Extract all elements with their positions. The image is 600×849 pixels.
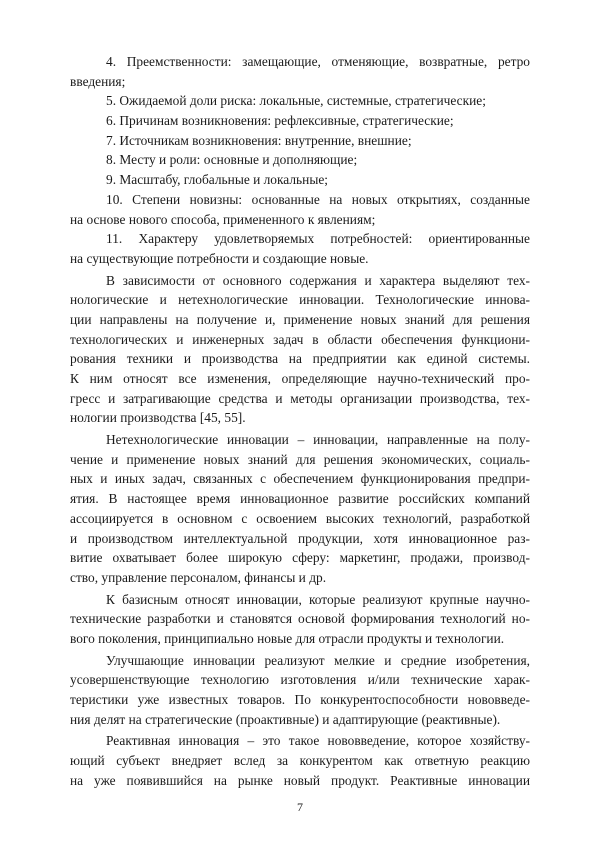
text-line: В зависимости от основного содержания и характера выделяют тех- — [106, 272, 530, 288]
text-line: усовершенствующие технологию изготовления и/или технические харак- — [70, 672, 530, 688]
text-line: Улучшающие инновации реализуют мелкие и средние изобретения, — [106, 652, 530, 668]
text-line: на основе нового способа, примененного к явлениям; — [70, 211, 376, 227]
text-line: гресс и затрагивающие средства и методы организации производства, тех- — [70, 390, 530, 406]
text-line: на уже появившийся на рынке новый продукт. Реактивные инновации — [70, 772, 530, 788]
text-line: нологии производства [45, 55]. — [70, 410, 246, 426]
page-number: 7 — [297, 800, 303, 814]
text-line: ных и иных задач, связанных с обеспечением функционирования предпри- — [70, 471, 530, 487]
list-item — [70, 170, 530, 190]
list-item — [70, 229, 530, 268]
text-line: ассоциируется в основном с освоением высоких технологий, разработкой — [70, 510, 530, 526]
list-item — [70, 111, 530, 131]
paragraph — [70, 430, 530, 588]
list-item — [70, 150, 530, 170]
text-line: на существующие потребности и создающие новые. — [70, 250, 369, 266]
list-item — [70, 91, 530, 111]
text-line: 8. Месту и роли: основные и дополняющие; — [106, 152, 358, 168]
text-line: чение и применение новых знаний для решения экономических, социаль- — [70, 451, 530, 467]
text-line: 4. Преемственности: замещающие, отменяющие, возвратные, ретро — [106, 54, 530, 69]
text-line: витие охватывает более широкую сферу: маркетинг, продажи, производ- — [70, 550, 530, 566]
text-line: ния делят на стратегические (проактивные) и адаптирующие (реактивные). — [70, 711, 501, 727]
text-line: 9. Масштабу, глобальные и локальные; — [106, 172, 328, 188]
text-line: 10. Степени новизны: основанные на новых открытиях, созданные — [106, 191, 530, 207]
text-line: рования техники и производства на предприятии как единой системы. — [70, 351, 530, 367]
text-line: технологических и инженерных задач в области обеспечения функциони- — [70, 331, 530, 347]
text-line: К ним относят все изменения, определяющие научно-технический про- — [70, 371, 530, 386]
list-item — [70, 131, 530, 151]
text-line: 7. Источникам возникновения: внутренние, внешние; — [106, 132, 412, 148]
text-line: 6. Причинам возникновения: рефлексивные, стратегические; — [106, 113, 454, 129]
list-item — [70, 190, 530, 229]
paragraph — [70, 590, 530, 649]
text-line: и производством интеллектуальной продукции, хотя инновационное раз- — [70, 530, 530, 546]
page-body — [70, 52, 530, 790]
text-line: ство, управление персоналом, финансы и др. — [70, 569, 327, 585]
text-line: Нетехнологические инновации – инновации, направленные на полу- — [106, 432, 530, 448]
text-line: 5. Ожидаемой доли риска: локальные, системные, стратегические; — [106, 93, 486, 109]
text-line: 11. Характеру удовлетворяемых потребностей: ориентированные — [106, 231, 530, 247]
text-line: теристики уже известных товаров. По конкурентоспособности нововведе- — [70, 692, 530, 707]
paragraph — [70, 271, 530, 429]
text-line: введения; — [70, 73, 126, 89]
text-line: технические разработки и становятся основой формирования технологий но- — [70, 611, 530, 627]
text-line: ятия. В настоящее время инновационное развитие российских компаний — [70, 491, 530, 507]
text-line: вого поколения, принципиально новые для отрасли продукты и технологии. — [70, 630, 505, 646]
text-line: ции направлены на получение и, применение новых знаний для решения — [70, 311, 530, 327]
text-line: ющий субъект внедряет вслед за конкурентом как ответную реакцию — [70, 753, 530, 769]
text-line: нологические и нетехнологические инновации. Технологические иннова- — [70, 292, 530, 308]
list-item — [70, 52, 530, 91]
text-line: Реактивная инновация – это такое нововведение, которое хозяйству- — [106, 733, 530, 749]
text-line: К базисным относят инновации, которые реализуют крупные научно- — [106, 591, 530, 607]
paragraph — [70, 651, 530, 730]
paragraph — [70, 731, 530, 790]
